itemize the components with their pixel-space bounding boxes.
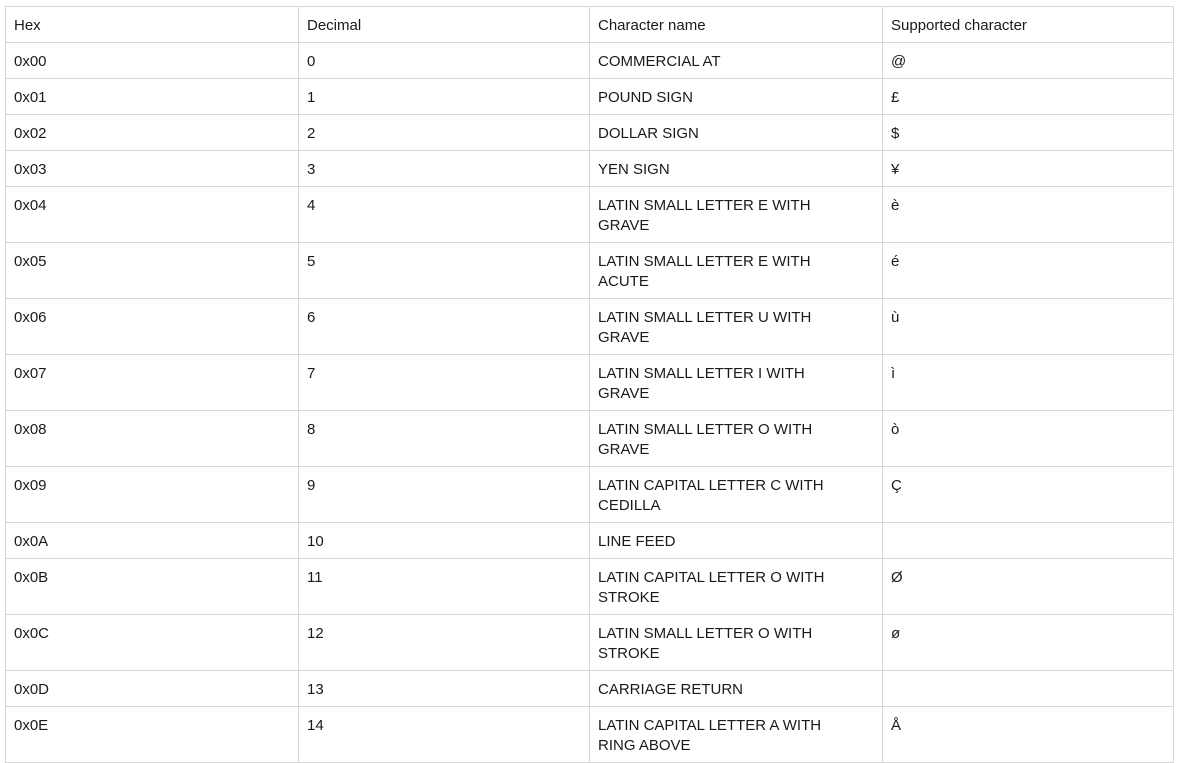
table-row (6, 79, 1174, 115)
cell-hex: 0x07 (6, 355, 299, 411)
cell-supported-character: ¥ (883, 151, 1174, 187)
cell-character-name: POUND SIGN (590, 79, 883, 115)
cell-decimal: 2 (299, 115, 590, 151)
table-row (6, 411, 1174, 467)
cell-hex: 0x04 (6, 187, 299, 243)
cell-decimal: 6 (299, 299, 590, 355)
cell-hex: 0x08 (6, 411, 299, 467)
cell-decimal: 0 (299, 43, 590, 79)
table-row (6, 707, 1174, 763)
cell-hex: 0x05 (6, 243, 299, 299)
cell-character-name: LATIN SMALL LETTER I WITH GRAVE (590, 355, 883, 411)
table-row (6, 43, 1174, 79)
cell-hex: 0x0D (6, 671, 299, 707)
cell-decimal: 9 (299, 467, 590, 523)
character-table (5, 6, 1174, 763)
cell-character-name: CARRIAGE RETURN (590, 671, 883, 707)
cell-character-name: LATIN CAPITAL LETTER A WITH RING ABOVE (590, 707, 883, 763)
cell-hex: 0x00 (6, 43, 299, 79)
table-row (6, 115, 1174, 151)
cell-character-name: LATIN CAPITAL LETTER O WITH STROKE (590, 559, 883, 615)
cell-hex: 0x0C (6, 615, 299, 671)
cell-supported-character: è (883, 187, 1174, 243)
cell-character-name: LATIN SMALL LETTER E WITH GRAVE (590, 187, 883, 243)
cell-supported-character: ø (883, 615, 1174, 671)
table-row (6, 187, 1174, 243)
cell-character-name: LATIN SMALL LETTER O WITH STROKE (590, 615, 883, 671)
cell-decimal: 7 (299, 355, 590, 411)
cell-character-name: YEN SIGN (590, 151, 883, 187)
cell-character-name: LINE FEED (590, 523, 883, 559)
table-row (6, 151, 1174, 187)
table-row (6, 615, 1174, 671)
cell-supported-character: é (883, 243, 1174, 299)
table-row (6, 467, 1174, 523)
cell-character-name: LATIN SMALL LETTER E WITH ACUTE (590, 243, 883, 299)
cell-character-name: LATIN SMALL LETTER O WITH GRAVE (590, 411, 883, 467)
cell-supported-character: Ç (883, 467, 1174, 523)
cell-hex: 0x03 (6, 151, 299, 187)
table-row (6, 671, 1174, 707)
table-header-row (6, 7, 1174, 43)
cell-supported-character: Ø (883, 559, 1174, 615)
cell-decimal: 14 (299, 707, 590, 763)
cell-decimal: 3 (299, 151, 590, 187)
cell-character-name: LATIN CAPITAL LETTER C WITH CEDILLA (590, 467, 883, 523)
table-row (6, 523, 1174, 559)
cell-hex: 0x0B (6, 559, 299, 615)
cell-character-name: LATIN SMALL LETTER U WITH GRAVE (590, 299, 883, 355)
table-row (6, 355, 1174, 411)
cell-decimal: 13 (299, 671, 590, 707)
cell-supported-character (883, 523, 1174, 559)
cell-supported-character: $ (883, 115, 1174, 151)
cell-supported-character (883, 671, 1174, 707)
cell-supported-character: @ (883, 43, 1174, 79)
header-supported-character: Supported character (883, 7, 1174, 43)
header-decimal: Decimal (299, 7, 590, 43)
cell-decimal: 11 (299, 559, 590, 615)
table-row (6, 299, 1174, 355)
table-row (6, 243, 1174, 299)
cell-hex: 0x01 (6, 79, 299, 115)
cell-hex: 0x06 (6, 299, 299, 355)
cell-hex: 0x0A (6, 523, 299, 559)
cell-decimal: 12 (299, 615, 590, 671)
cell-supported-character: ù (883, 299, 1174, 355)
cell-supported-character: ì (883, 355, 1174, 411)
cell-decimal: 8 (299, 411, 590, 467)
table-row (6, 559, 1174, 615)
cell-decimal: 1 (299, 79, 590, 115)
cell-decimal: 10 (299, 523, 590, 559)
header-hex: Hex (6, 7, 299, 43)
cell-character-name: DOLLAR SIGN (590, 115, 883, 151)
character-table-container (5, 6, 1173, 763)
cell-decimal: 5 (299, 243, 590, 299)
cell-supported-character: £ (883, 79, 1174, 115)
cell-supported-character: Å (883, 707, 1174, 763)
cell-hex: 0x09 (6, 467, 299, 523)
cell-hex: 0x0E (6, 707, 299, 763)
cell-decimal: 4 (299, 187, 590, 243)
cell-hex: 0x02 (6, 115, 299, 151)
cell-supported-character: ò (883, 411, 1174, 467)
cell-character-name: COMMERCIAL AT (590, 43, 883, 79)
header-character-name: Character name (590, 7, 883, 43)
